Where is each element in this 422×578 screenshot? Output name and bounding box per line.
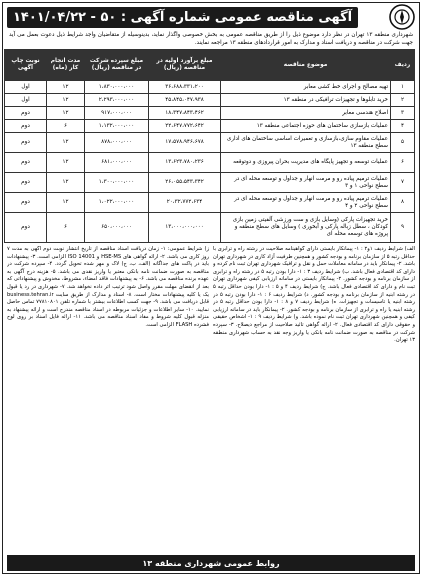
cell-deposit: ۶۸۱،۰۰۰،۰۰۰ [85,153,149,173]
cell-duration: ۶ [47,213,85,243]
footer-banner [7,555,415,571]
conditions-left-text: ز) شرایط عمومی: ۱- زمان دریافت اسناد مناقصه از تاریخ انتشار نوبت دوم آگهی به مدت ۷ روز کاری می باشد. ۲- ارائه گواهی های HSE-MS و ISO 14001 الزامی است. ۳- پیشنهادات باید در پاکت های جداگانه (الف، ب، ج) لاک و مهر شده تحویل گردد. ۴- سپرده شرکت در مناقصه به صورت ضمانت نامه بانکی معتبر یا واریز نقدی می باشد. ۵- هزینه درج آگهی به عهده برنده مناقصه می باشد. ۶- به پیشنهادات فاقد امضاء، مشروط، مخدوش و پیشنهاداتی که بعد از انقضای مهلت مقرر واصل شود ترتیب اثر داده نخواهد شد. ۷- شهرداری در رد یا قبول یک یا کلیه پیشنهادات مختار است. ۸- اسناد و مدارک از طریق سایت business.tehran.ir قابل دریافت می باشد. ۹- جهت کسب اطلاعات بیشتر با شماره تلفن ۷۷۸۱۰۸۰۱ تماس حاصل نمایید. ۱۰- سایر اطلاعات و جزئیات مربوطه در اسناد مناقصه مندرج است و ارائه پیشنهاد به منزله قبول کلیه شروط و مفاد اسناد مناقصه می باشد. ۱۱- ارائه فایل اسناد بر روی لوح فشرده FLASH الزامی است. [7,246,209,328]
cell-duration: ۱۲ [47,193,85,213]
table-row [5,173,415,193]
col-header-deposit: مبلغ سپرده شرکت در مناقصه (ریال) [85,50,149,81]
cell-subject: تهیه مصالح و اجرای خط کشی معابر [221,81,391,94]
cell-deposit: ۲،۲۹۳،۰۰۰،۰۰۰ [85,94,149,107]
cell-estimate: ۲۰،۳۲،۷۷۲،۶۳۴ [149,193,221,213]
cell-duration: ۱۲ [47,81,85,94]
cell-row-number: ۵ [391,133,415,153]
col-header-subject: موضوع مناقصه [221,50,391,81]
cell-print-round: دوم [5,193,47,213]
cell-estimate: ۲۲،۶۴۷،۷۷۲،۶۴۲ [149,120,221,133]
cell-duration: ۱۲ [47,107,85,120]
intro-paragraph: شهرداری منطقه ۱۳ تهران در نظر دارد موضوع ذیل را از طریق مناقصه عمومی به بخش خصوصی واگذار نماید، بدینوسیله از متقاضیان واجد شرایط ذیل دعوت بعمل می آید جهت شرکت در مناقصه و دریافت اسناد و مدارک به امور قراردادهای منطقه ۱۳ مراجعه نمایند. [9,32,414,46]
cell-deposit: ۱،۸۳۰،۰۰۰،۰۰۰ [85,81,149,94]
conditions-right-column [213,246,415,522]
cell-subject: خرید تابلوها و تجهیزات ترافیکی در منطقه ۱۳ [221,94,391,107]
cell-deposit: ۱،۰۲۲،۰۰۰،۰۰۰ [85,193,149,213]
cell-subject: اصلاح هندسی معابر [221,107,391,120]
header [3,3,419,31]
cell-estimate: ۱۳،۶۲۳،۷۸۰،۲۳۶ [149,153,221,173]
cell-print-round: اول [5,81,47,94]
table-row [5,107,415,120]
cell-row-number: ۶ [391,153,415,173]
notice-title: آگهی مناقصه عمومی شماره آگهی : ۵۰ - ۱۴۰۱/۰۴/۲۲ [7,7,358,28]
table-row [5,120,415,133]
col-header-estimate: مبلغ برآورد اولیه در مناقصه (ریال) [149,50,221,81]
cell-subject: عملیات مقاوم سازی،بازسازی و تعمیرات اساسی ساختمان های اداری سطح منطقه ۱۳ [221,133,391,153]
cell-duration: ۱۲ [47,153,85,173]
tender-table [4,49,415,243]
cell-print-round: دوم [5,120,47,133]
table-row [5,81,415,94]
table-row [5,213,415,243]
cell-row-number: ۹ [391,213,415,243]
table-row [5,133,415,153]
cell-estimate: ۱۷،۵۷۸،۹۴۶،۶۷۸ [149,133,221,153]
cell-deposit: ۸۷۸،۰۰۰،۰۰۰ [85,133,149,153]
cell-subject: عملیات ترمیم پیاده رو و مرمت انهار و جداول و توسعه محله ای در سطح نواحی ۱ و ۳ [221,173,391,193]
cell-subject: عملیات ترمیم پیاده رو و مرمت انهار و جداول و توسعه محله ای در سطح نواحی ۲ و ۴ [221,193,391,213]
cell-print-round: اول [5,94,47,107]
table-header-row [5,50,415,81]
cell-subject: خرید تجهیزات پارکی (وسایل بازی و ست ورزشی آلفیتی زمین بازی کودکان ، سطل زباله پارکی و آبخوری ) وسایل های سطح منطقه و پروژه های توسعه محله ای [221,213,391,243]
col-header-duration: مدت انجام کار (ماه) [47,50,85,81]
cell-row-number: ۱ [391,81,415,94]
cell-subject: عملیات توسعه و تجهیز پایگاه های مدیریت بحران پیروزی و دوتوقعه [221,153,391,173]
cell-deposit: ۹۱۷،۰۰۰،۰۰۰ [85,107,149,120]
conditions-right-text: الف) شرایط ردیف ۱و۲ : ۱- پیمانکار بایستی دارای گواهینامه صلاحیت در رشته راه و ترابری با حداقل رتبه ۵ از سازمان برنامه و بودجه کشور و همچنین طرفیت آزاد کاری در شهرداری تهران باشد. ۲- پیمانکار باید در سامانه معاملات حمل و نقل و ترافیک شهرداری تهران ثبت نام کرده و دارای کد اقتصادی فعال باشد. ب) شرایط ردیف ۳ : ۱- دارا بودن رتبه ۵ در رشته راه و ترابری از سازمان برنامه و بودجه کشور. ۲- پیمانکار بایستی در سامانه ارزیابی کیفی شهرداری تهران ثبت نام و دارای کد اقتصادی فعال باشد. ج) شرایط ردیف ۴ و ۵ : ۱- دارا بودن حداقل رتبه ۵ در رشته ابنیه از سازمان برنامه و بودجه کشور. د) شرایط ردیف ۶ : ۱- دارا بودن رتبه ۵ در رشته ابنیه یا تاسیسات و تجهیزات. ه) شرایط ردیف ۷ و ۸ : ۱- دارا بودن حداقل رتبه ۵ در رشته ابنیه یا راه و ترابری از سازمان برنامه و بودجه کشور. ۲- پیمانکار باید در سامانه ارزیابی کیفی و همچنین شهرداری تهران ثبت نام نموده باشد. و) شرایط ردیف ۹ : ۱- اشخاص حقیقی و حقوقی دارای کد اقتصادی فعال. ۲- ارائه گواهی تائید صلاحیت از مراجع ذیصلاح. ۳- سپرده شرکت در مناقصه به صورت ضمانت نامه بانکی یا واریز وجه نقد به حساب شهرداری منطقه ۱۳ تهران. [213,246,415,344]
table-row [5,193,415,213]
cell-duration: ۱۲ [47,94,85,107]
conditions-section [3,243,419,522]
cell-print-round: دوم [5,133,47,153]
cell-row-number: ۴ [391,120,415,133]
cell-row-number: ۲ [391,94,415,107]
conditions-left-column [7,246,209,522]
cell-duration: ۱۲ [47,173,85,193]
cell-print-round: دوم [5,107,47,120]
col-header-print-round: نوبت چاپ آگهی [5,50,47,81]
cell-row-number: ۷ [391,173,415,193]
cell-deposit: ۱،۱۳۲،۰۰۰،۰۰۰ [85,120,149,133]
cell-deposit: ۱،۳۰۰،۰۰۰،۰۰۰ [85,173,149,193]
col-header-row-number: ردیف [391,50,415,81]
cell-estimate: ۲۶،۰۵۵،۵۴۳،۳۴۲ [149,173,221,193]
cell-estimate: ۴۵،۸۴۵،۰۴۷،۹۳۸ [149,94,221,107]
table-row [5,94,415,107]
cell-duration: ۶ [47,120,85,133]
cell-estimate: ۱۳،۰۰۰،۰۰۰،۰۰۰ [149,213,221,243]
table-row [5,153,415,173]
cell-estimate: ۱۸،۳۴۷،۸۴۳،۴۶۲ [149,107,221,120]
cell-row-number: ۳ [391,107,415,120]
cell-subject: عملیات بازسازی ساختمان های حوزه اجتماعی منطقه ۱۳ [221,120,391,133]
cell-duration: ۱۲ [47,133,85,153]
municipality-logo-icon [389,4,415,30]
cell-print-round: دوم [5,173,47,193]
cell-print-round: دوم [5,213,47,243]
footer-text: روابط عمومی شهرداری منطقه ۱۳ [142,558,280,568]
tender-notice [2,2,420,574]
cell-deposit: ۶۵۰،۰۰۰،۰۰۰ [85,213,149,243]
cell-row-number: ۸ [391,193,415,213]
cell-print-round: دوم [5,153,47,173]
cell-estimate: ۳۶،۶۸۸،۳۳۱،۲۰۰ [149,81,221,94]
